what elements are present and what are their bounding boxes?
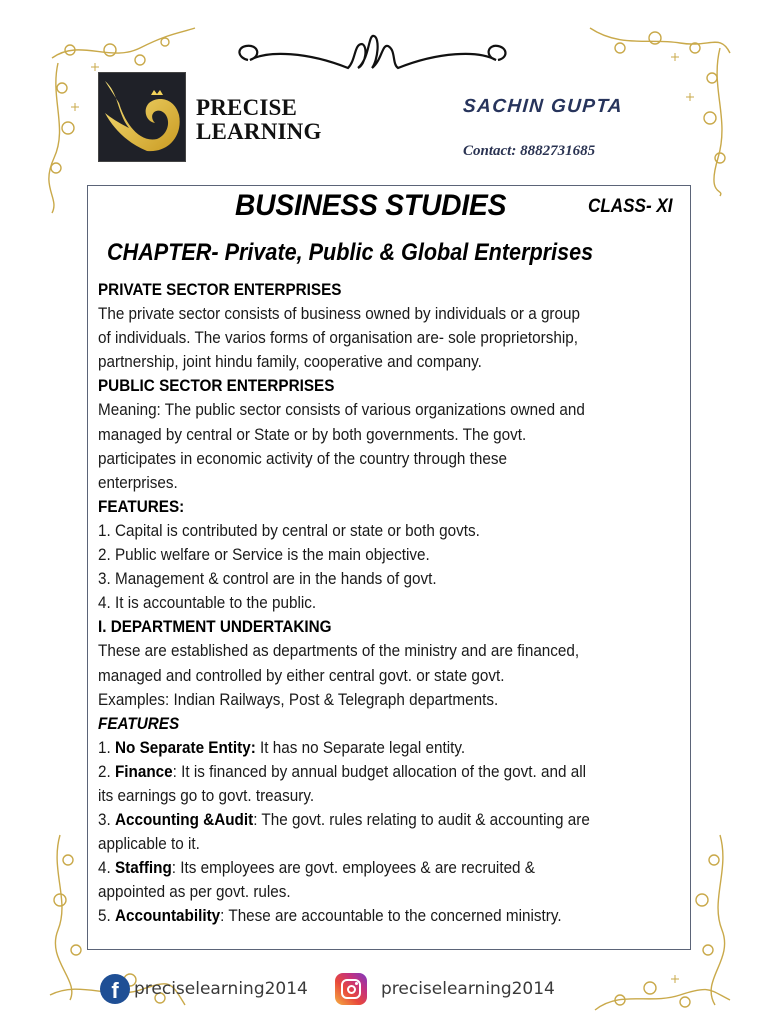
instagram-link[interactable] — [335, 974, 555, 1004]
brand-name — [196, 96, 322, 144]
dept-feature-continuation: applicable to it. — [98, 834, 200, 854]
phoenix-logo-icon — [99, 73, 187, 163]
instagram-handle: preciselearning2014 — [381, 979, 555, 999]
dept-feature-item: 5. Accountability: These are accountable to the concerned ministry. — [98, 906, 562, 926]
section-heading-public: PUBLIC SECTOR ENTERPRISES — [98, 376, 335, 396]
dept-feature-item: 3. Accounting &Audit: The govt. rules relating to audit & accounting are — [98, 810, 590, 830]
section-heading-private: PRIVATE SECTOR ENTERPRISES — [98, 280, 342, 299]
paragraph-line: participates in economic activity of the country through these — [98, 448, 508, 468]
feature-term: No Separate Entity: — [114, 737, 256, 757]
dept-feature-continuation: its earnings go to govt. treasury. — [98, 785, 315, 805]
feature-item: 2. Public welfare or Service is the main objective. — [98, 545, 430, 565]
paragraph-line: These are established as departments of the ministry and are financed, — [98, 641, 580, 661]
chapter-title: CHAPTER- Private, Public & Global Enterprises — [107, 239, 594, 266]
feature-term: Accounting &Audit — [114, 810, 254, 830]
feature-item: 4. It is accountable to the public. — [98, 593, 317, 613]
features-heading: FEATURES: — [98, 496, 185, 516]
feature-item: 3. Management & control are in the hands of govt. — [98, 569, 437, 589]
dept-feature-continuation: appointed as per govt. rules. — [98, 882, 291, 902]
dept-feature-item: 2. Finance: It is financed by annual budget allocation of the govt. and all — [98, 761, 587, 781]
scroll-ornament-icon — [228, 30, 518, 76]
instagram-icon — [335, 973, 367, 1005]
paragraph-line: Examples: Indian Railways, Post & Telegraph departments. — [98, 689, 499, 709]
class-label: CLASS- XI — [588, 196, 673, 217]
feature-term: Finance — [114, 761, 173, 781]
brand-line-1: PRECISE — [196, 95, 298, 120]
paragraph-line: partnership, joint hindu family, cooperative and company. — [98, 352, 482, 372]
contact-number: Contact: 8882731685 — [463, 143, 596, 159]
feature-item: 1. Capital is contributed by central or state or both govts. — [98, 520, 480, 540]
paragraph-line: Meaning: The public sector consists of various organizations owned and — [98, 400, 585, 420]
facebook-link[interactable] — [100, 974, 308, 1004]
paragraph-line: managed and controlled by either central govt. or state govt. — [98, 665, 505, 685]
subject-title: BUSINESS STUDIES — [235, 189, 507, 222]
feature-term: Accountability — [114, 906, 221, 926]
paragraph-line: of individuals. The varios forms of organisation are- sole proprietorship, — [98, 328, 578, 348]
author-name: SACHIN GUPTA — [462, 96, 624, 117]
facebook-icon: f — [100, 974, 130, 1004]
feature-term: Staffing — [114, 858, 172, 878]
dept-features-heading: FEATURES — [98, 713, 180, 733]
paragraph-line: enterprises. — [98, 472, 178, 492]
facebook-handle: preciselearning2014 — [134, 979, 308, 999]
precise-learning-logo — [98, 72, 186, 162]
paragraph-line: The private sector consists of business owned by individuals or a group — [98, 304, 580, 324]
notes-body — [98, 278, 650, 929]
dept-feature-item: 1. No Separate Entity: It has no Separate legal entity. — [98, 737, 466, 757]
dept-feature-item: 4. Staffing: Its employees are govt. employees & are recruited & — [98, 858, 535, 878]
paragraph-line: managed by central or State or by both governments. The govt. — [98, 424, 527, 444]
section-heading-department: I. DEPARTMENT UNDERTAKING — [98, 617, 332, 637]
brand-line-2: LEARNING — [196, 119, 322, 144]
